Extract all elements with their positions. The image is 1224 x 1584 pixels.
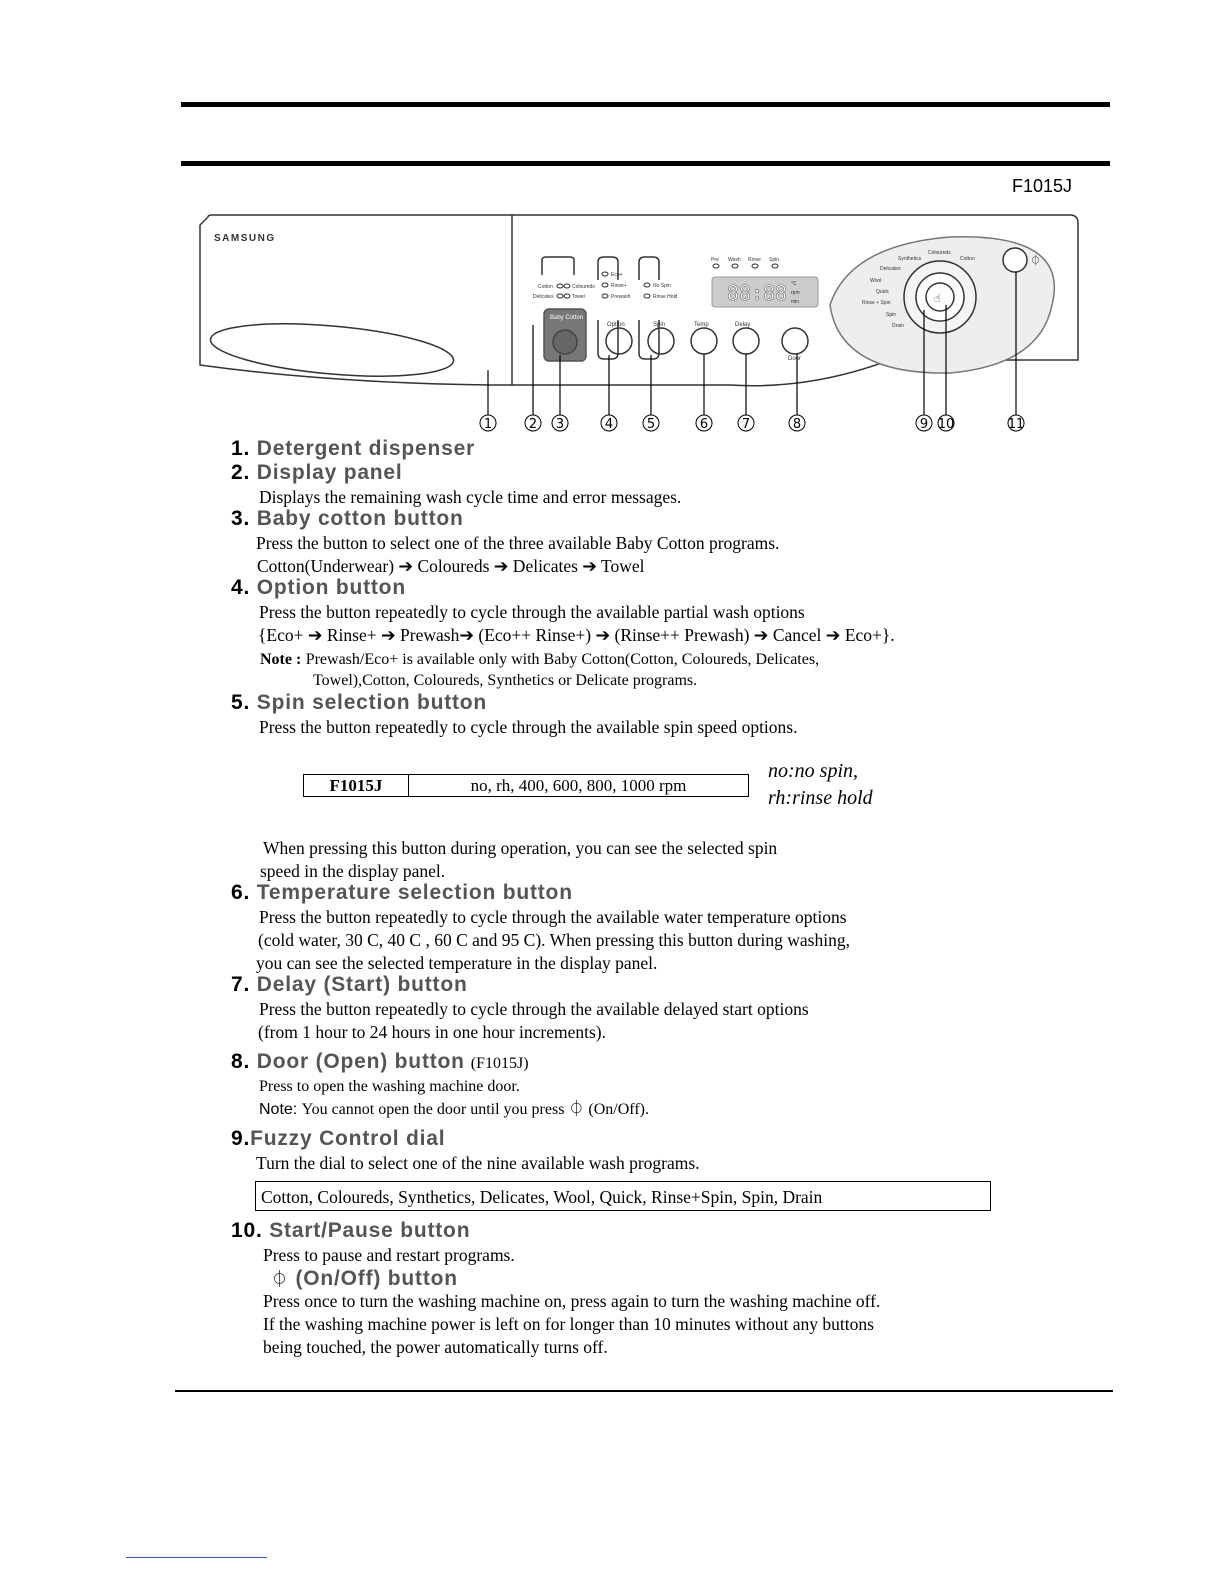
- callout-4: 4: [604, 417, 614, 432]
- heading-fuzzy-dial: 9.Fuzzy Control dial: [231, 1127, 446, 1150]
- status-rinse: Rinse: [748, 257, 761, 263]
- dial-cotton: Cotton: [960, 256, 975, 262]
- baby-cotton-text: Press the button to select one of the three available Baby Cotton programs.: [256, 533, 780, 553]
- callout-2: 2: [528, 417, 538, 432]
- model-number: F1015J: [1012, 176, 1073, 196]
- callout-10: 10: [937, 417, 955, 432]
- label-door: Door: [788, 356, 802, 362]
- callout-9: 9: [919, 417, 929, 432]
- unit-celsius: °C: [791, 281, 797, 287]
- footer-link-underline: [126, 1557, 267, 1558]
- start-pause-text: Press to pause and restart programs.: [263, 1245, 515, 1265]
- heading-display-panel: 2. Display panel: [231, 461, 403, 484]
- status-pre: Pre: [711, 257, 719, 263]
- led-rinse-hold: Rinse Hold: [653, 294, 678, 300]
- on-off-text-3: being touched, the power automatically turns off.: [263, 1337, 608, 1357]
- top-rule-1: [181, 102, 1110, 107]
- on-off-text-1: Press once to turn the washing machine on, press again to turn the washing machine off.: [263, 1291, 881, 1311]
- heading-delay: 7. Delay (Start) button: [231, 973, 468, 996]
- spin-legend: [768, 758, 873, 812]
- led-no-spin: No Spin: [653, 283, 671, 289]
- callout-11: 11: [1007, 417, 1025, 432]
- dial-spin: Spin: [886, 312, 897, 318]
- option-sequence: {Eco+ ➔ Rinse+ ➔ Prewash➔ (Eco++ Rinse+) ➔ (Rinse++ Prewash) ➔ Cancel ➔ Eco+}.: [258, 625, 895, 645]
- dial-drain: Drain: [892, 323, 904, 329]
- program-list-box: Cotton, Coloureds, Synthetics, Delicates, Wool, Quick, Rinse+Spin, Spin, Drain: [255, 1181, 991, 1211]
- label-option: Option: [607, 322, 625, 328]
- dial-wool: Wool: [870, 278, 882, 284]
- temperature-text-2: (cold water, 30 C, 40 C , 60 C and 95 C). When pressing this button during washing,: [258, 930, 850, 950]
- spin-speed-table: [303, 774, 749, 797]
- baby-option-coloureds: Coloureds: [572, 284, 595, 290]
- baby-cotton-sequence: Cotton(Underwear) ➔ Coloureds ➔ Delicates ➔ Towel: [257, 556, 645, 576]
- option-note-2: Towel),Cotton, Coloureds, Synthetics or Delicate programs.: [313, 672, 698, 689]
- label-spin: Spin: [653, 322, 666, 328]
- power-icon: ⏀: [1030, 254, 1041, 267]
- on-off-text-2: If the washing machine power is left on for longer than 10 minutes without any buttons: [263, 1314, 874, 1334]
- status-wash: Wash: [728, 257, 741, 263]
- heading-temperature: 6. Temperature selection button: [231, 881, 573, 904]
- heading-detergent-dispenser: 1. Detergent dispenser: [231, 437, 476, 460]
- led-prewash: Prewash: [611, 294, 631, 300]
- door-text: Press to open the washing machine door.: [259, 1078, 520, 1095]
- spin-table-values: no, rh, 400, 600, 800, 1000 rpm: [409, 775, 749, 797]
- baby-cotton-label: Baby Cotton: [550, 315, 584, 321]
- option-note: Note : Prewash/Eco+ is available only with Baby Cotton(Cotton, Coloureds, Delicates,: [260, 651, 820, 668]
- option-text: Press the button repeatedly to cycle through the available partial wash options: [259, 602, 805, 622]
- baby-option-cotton: Cotton: [538, 284, 553, 290]
- door-note: Note: You cannot open the door until you press ⏀ (On/Off).: [259, 1101, 650, 1118]
- led-rinse: Rinse+: [611, 283, 627, 289]
- top-rule-2: [181, 161, 1110, 166]
- panel-brand: SAMSUNG: [214, 233, 276, 244]
- fuzzy-text: Turn the dial to select one of the nine available wash programs.: [256, 1153, 700, 1173]
- label-temp: Temp: [694, 322, 709, 328]
- dial-synthetics: Synthetics: [898, 256, 922, 262]
- callout-3: 3: [555, 417, 565, 432]
- heading-start-pause: 10. Start/Pause button: [231, 1219, 471, 1242]
- baby-option-delicates: Delicates: [533, 294, 554, 300]
- dial-rinse-spin: Rinse + Spin: [862, 300, 891, 306]
- spin-after-2: speed in the display panel.: [260, 861, 446, 881]
- start-pause-hand-icon: ☝: [934, 292, 941, 305]
- bottom-rule: [175, 1390, 1113, 1392]
- display-digits: 88:88: [727, 281, 788, 305]
- spin-after-1: When pressing this button during operation, you can see the selected spin: [263, 838, 778, 858]
- callout-6: 6: [699, 417, 709, 432]
- heading-spin-selection: 5. Spin selection button: [231, 691, 488, 714]
- led-eco: Eco+: [611, 272, 623, 278]
- callout-8: 8: [792, 417, 802, 432]
- heading-baby-cotton: 3. Baby cotton button: [231, 507, 464, 530]
- unit-rpm: rpm: [791, 290, 800, 296]
- temperature-text-3: you can see the selected temperature in the display panel.: [256, 953, 658, 973]
- spin-legend-rh: rh:rinse hold: [768, 787, 873, 809]
- spin-table-model: F1015J: [304, 775, 409, 797]
- spin-legend-no: no:no spin,: [768, 760, 858, 782]
- baby-option-towel: Towel: [572, 294, 585, 300]
- spin-text: Press the button repeatedly to cycle through the available spin speed options.: [259, 717, 798, 737]
- label-delay: Delay: [735, 322, 751, 328]
- dial-coloureds: Coloureds: [928, 250, 951, 256]
- status-spin: Spin: [769, 257, 780, 263]
- delay-text-2: (from 1 hour to 24 hours in one hour increments).: [258, 1022, 606, 1042]
- heading-option-button: 4. Option button: [231, 576, 406, 599]
- heading-on-off: ⏀ (On/Off) button: [271, 1267, 458, 1290]
- callout-5: 5: [646, 417, 656, 432]
- control-panel-diagram: [190, 205, 1090, 440]
- unit-min: min: [791, 299, 800, 305]
- heading-door: 8. Door (Open) button (F1015J): [231, 1050, 529, 1073]
- dial-delicates: Delicates: [880, 266, 901, 272]
- display-panel-text: Displays the remaining wash cycle time and error messages.: [259, 487, 682, 507]
- delay-text-1: Press the button repeatedly to cycle through the available delayed start options: [259, 999, 809, 1019]
- callout-1: 1: [483, 417, 493, 432]
- temperature-text-1: Press the button repeatedly to cycle through the available water temperature options: [259, 907, 847, 927]
- callout-7: 7: [741, 417, 751, 432]
- dial-quick: Quick: [876, 289, 889, 295]
- power-icon-heading: ⏀: [271, 1270, 289, 1289]
